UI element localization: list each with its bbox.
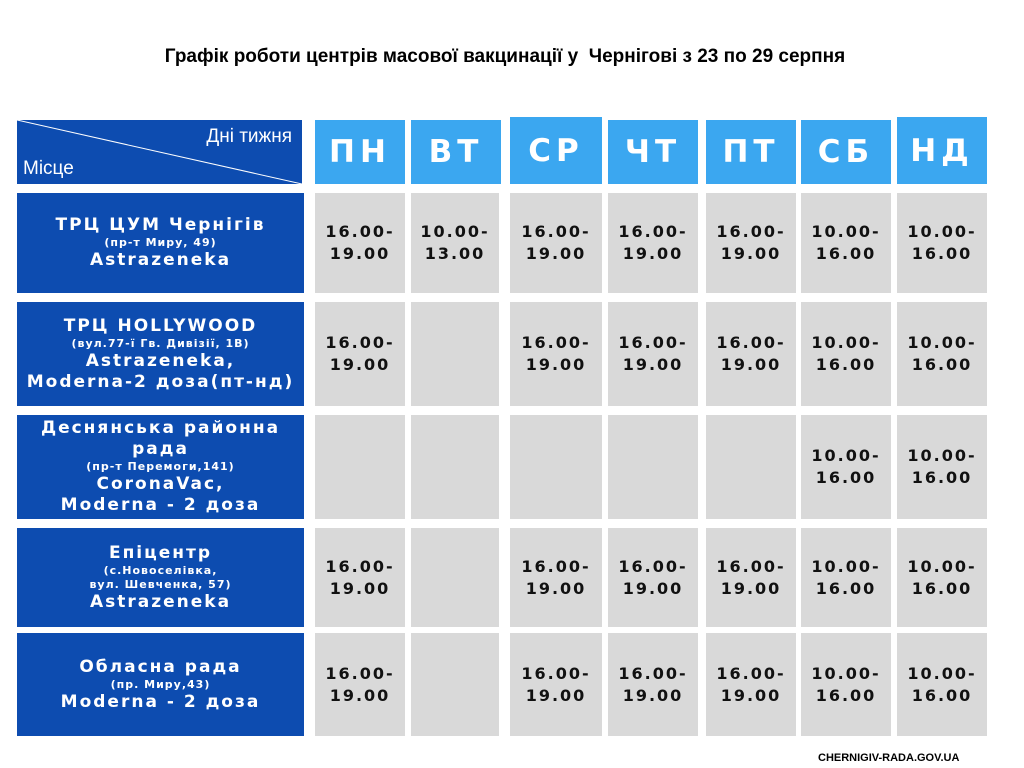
schedule-cell xyxy=(510,528,602,627)
vaccine-type: Astrazeneka xyxy=(89,591,232,612)
place-cell xyxy=(17,302,304,406)
place-address: (с.Новоселівка, xyxy=(103,563,218,577)
hours-start: 10.00- xyxy=(811,222,881,241)
vaccine-type: Moderna - 2 доза xyxy=(60,691,261,712)
hours-start: 10.00- xyxy=(907,556,977,576)
schedule-cell xyxy=(411,633,499,736)
hours-end: 19.00 xyxy=(329,578,391,598)
schedule-cell xyxy=(801,415,891,519)
hours-start: 16.00- xyxy=(716,556,786,576)
hours-start: 10.00- xyxy=(420,222,490,241)
schedule-cell xyxy=(411,302,499,406)
footer-site-url: CHERNIGIV-RADA.GOV.UA xyxy=(818,752,960,764)
hours-end: 19.00 xyxy=(720,578,782,598)
hours-start: 16.00- xyxy=(521,222,591,241)
place-address: (пр-т Перемоги,141) xyxy=(86,460,235,473)
hours-end: 19.00 xyxy=(720,355,782,374)
hours-end: 19.00 xyxy=(622,244,684,263)
schedule-cell xyxy=(411,193,499,293)
schedule-cell xyxy=(608,415,698,519)
hours-end: 16.00 xyxy=(815,578,877,598)
header-corner-cell xyxy=(17,120,302,184)
hours-end: 19.00 xyxy=(525,355,587,374)
vaccine-type: CoronaVac, xyxy=(96,474,225,494)
schedule-cell xyxy=(897,528,987,627)
schedule-cell xyxy=(315,415,405,519)
hours-end: 16.00 xyxy=(815,244,877,263)
hours-start: 10.00- xyxy=(907,222,977,241)
schedule-cell xyxy=(801,302,891,406)
place-cell xyxy=(17,415,304,519)
hours-end: 16.00 xyxy=(911,468,973,487)
schedule-cell xyxy=(706,302,796,406)
schedule-cell xyxy=(510,302,602,406)
hours-start: 16.00- xyxy=(325,663,395,683)
hours-start: 16.00- xyxy=(716,663,786,683)
schedule-cell xyxy=(510,415,602,519)
vaccine-type: Moderna-2 доза(пт-нд) xyxy=(26,371,295,392)
days-of-week-label: Дні тижня xyxy=(206,126,292,147)
day-header-6: СБ xyxy=(801,120,891,184)
place-name: ТРЦ ЦУМ Чернігів xyxy=(55,215,266,235)
place-label: Місце xyxy=(23,158,74,179)
schedule-cell xyxy=(706,415,796,519)
hours-start: 16.00- xyxy=(521,333,591,352)
hours-end: 16.00 xyxy=(911,355,973,374)
day-header-3: СР xyxy=(510,117,602,184)
hours-end: 19.00 xyxy=(622,685,684,705)
hours-start: 16.00- xyxy=(325,333,395,352)
place-name: Деснянська районна xyxy=(40,418,281,438)
schedule-cell xyxy=(706,193,796,293)
place-name: ТРЦ HOLLYWOOD xyxy=(63,315,258,336)
schedule-cell xyxy=(411,415,499,519)
hours-end: 16.00 xyxy=(911,244,973,263)
place-name: Обласна рада xyxy=(79,656,242,677)
place-cell xyxy=(17,193,304,293)
day-header-2: ВТ xyxy=(411,120,501,184)
hours-end: 19.00 xyxy=(329,355,391,374)
vaccine-type: Astrazeneka xyxy=(89,250,232,270)
schedule-cell xyxy=(897,193,987,293)
place-address: вул. Шевченка, 57) xyxy=(89,577,232,591)
place-cell xyxy=(17,528,304,627)
hours-start: 16.00- xyxy=(618,663,688,683)
schedule-cell xyxy=(706,528,796,627)
hours-end: 19.00 xyxy=(329,685,391,705)
hours-end: 16.00 xyxy=(911,578,973,598)
schedule-cell xyxy=(315,302,405,406)
hours-start: 16.00- xyxy=(521,663,591,683)
place-name: Епіцентр xyxy=(108,542,213,563)
hours-start: 10.00- xyxy=(907,446,977,465)
schedule-cell xyxy=(608,633,698,736)
hours-start: 16.00- xyxy=(325,222,395,241)
hours-end: 19.00 xyxy=(525,244,587,263)
schedule-cell xyxy=(510,193,602,293)
hours-end: 19.00 xyxy=(525,578,587,598)
schedule-cell xyxy=(897,633,987,736)
schedule-cell xyxy=(608,193,698,293)
hours-start: 10.00- xyxy=(811,556,881,576)
hours-start: 16.00- xyxy=(521,556,591,576)
schedule-cell xyxy=(315,528,405,627)
hours-end: 16.00 xyxy=(815,685,877,705)
hours-start: 16.00- xyxy=(716,222,786,241)
hours-end: 19.00 xyxy=(720,244,782,263)
vaccine-type: Astrazeneka, xyxy=(85,350,236,371)
schedule-cell xyxy=(608,528,698,627)
vaccine-type: Moderna - 2 доза xyxy=(60,495,261,515)
schedule-cell xyxy=(510,633,602,736)
hours-start: 16.00- xyxy=(325,556,395,576)
schedule-cell xyxy=(706,633,796,736)
schedule-cell xyxy=(315,193,405,293)
schedule-cell xyxy=(801,193,891,293)
hours-start: 10.00- xyxy=(811,663,881,683)
hours-start: 16.00- xyxy=(618,222,688,241)
hours-end: 19.00 xyxy=(622,355,684,374)
hours-end: 16.00 xyxy=(815,468,877,487)
hours-start: 10.00- xyxy=(907,663,977,683)
place-address: (пр-т Миру, 49) xyxy=(104,236,217,249)
hours-end: 19.00 xyxy=(329,244,391,263)
hours-start: 16.00- xyxy=(618,556,688,576)
schedule-cell xyxy=(411,528,499,627)
day-header-5: ПТ xyxy=(706,120,796,184)
hours-end: 13.00 xyxy=(424,244,486,263)
hours-end: 16.00 xyxy=(815,355,877,374)
hours-start: 16.00- xyxy=(618,333,688,352)
day-header-7: НД xyxy=(897,117,987,184)
hours-end: 19.00 xyxy=(525,685,587,705)
schedule-cell xyxy=(897,302,987,406)
schedule-cell xyxy=(897,415,987,519)
day-header-1: ПН xyxy=(315,120,405,184)
hours-end: 19.00 xyxy=(720,685,782,705)
place-address: (вул.77-ї Гв. Дивізії, 1В) xyxy=(71,336,250,350)
schedule-cell xyxy=(315,633,405,736)
place-address: (пр. Миру,43) xyxy=(110,677,211,691)
hours-end: 19.00 xyxy=(622,578,684,598)
schedule-cell xyxy=(608,302,698,406)
place-cell xyxy=(17,633,304,736)
place-name: рада xyxy=(132,439,189,459)
hours-start: 10.00- xyxy=(811,333,881,352)
day-header-4: ЧТ xyxy=(608,120,698,184)
schedule-cell xyxy=(801,528,891,627)
page-title: Графік роботи центрів масової вакцинації у Чернігові з 23 по 29 серпня xyxy=(164,46,846,67)
hours-start: 16.00- xyxy=(716,333,786,352)
hours-start: 10.00- xyxy=(907,333,977,352)
hours-end: 16.00 xyxy=(911,685,973,705)
hours-start: 10.00- xyxy=(811,446,881,465)
schedule-cell xyxy=(801,633,891,736)
